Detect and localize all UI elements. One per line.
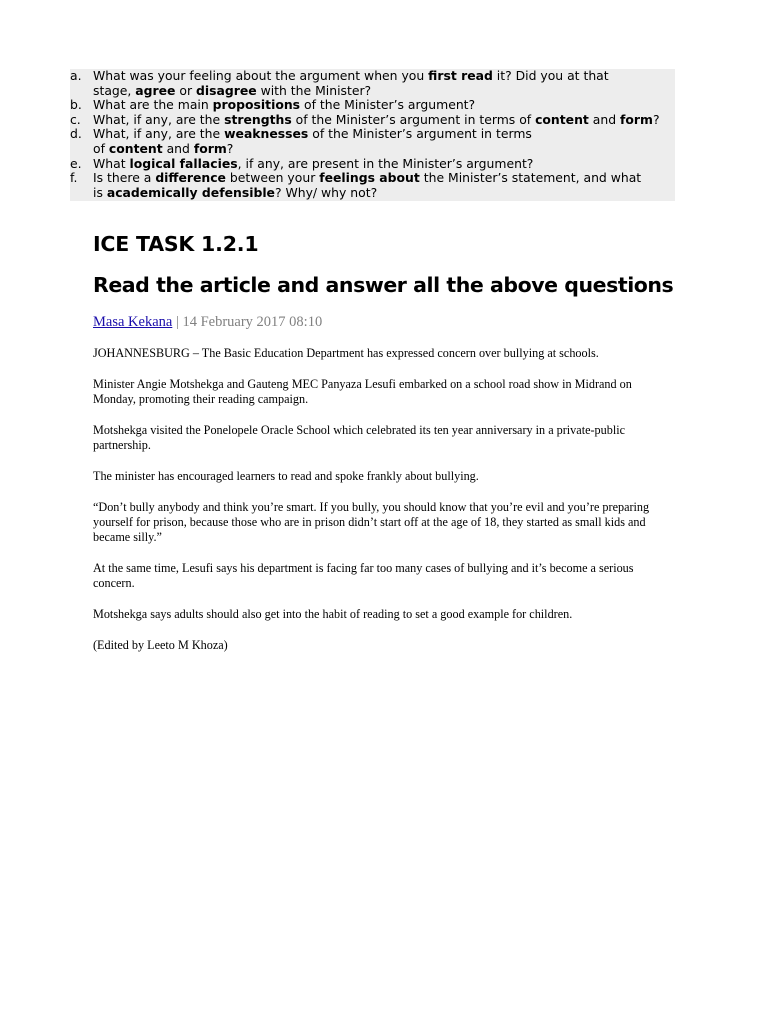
question-marker: f.: [70, 170, 78, 186]
question-segment: and: [162, 140, 194, 156]
question-keyword: form: [193, 140, 227, 156]
question-segment: ?: [226, 140, 234, 156]
question-segment: , if any, are present in the Minister’s argument?: [237, 155, 534, 171]
question-item: [70, 171, 675, 200]
question-marker: e.: [70, 155, 82, 171]
question-segment: the Minister’s statement, and what is: [93, 170, 642, 200]
question-text: [93, 157, 675, 172]
article-paragraph: JOHANNESBURG – The Basic Education Department has expressed concern over bullying at schools.: [93, 346, 599, 360]
question-item: [70, 69, 675, 98]
question-segment: What are the main: [93, 97, 213, 113]
question-marker: a.: [70, 68, 82, 83]
question-segment: or: [175, 82, 196, 98]
article-paragraph: The minister has encouraged learners to read and spoke frankly about bullying.: [93, 469, 479, 484]
question-segment: and: [588, 111, 621, 127]
question-keyword: form: [620, 111, 653, 127]
question-segment: it? Did you at that stage,: [93, 68, 609, 98]
question-segment: Is there a: [93, 170, 156, 186]
byline-separator: |: [172, 314, 183, 330]
article-date: 14 February 2017 08:10: [182, 314, 323, 330]
question-marker: d.: [70, 126, 82, 142]
question-keyword: propositions: [212, 97, 301, 113]
question-keyword: academically defensible: [106, 184, 275, 200]
question-text: [93, 113, 675, 128]
article-paragraph: Motshekga visited the Ponelopele Oracle School which celebrated its ten year anniversary in a private-public partnership.: [93, 423, 626, 452]
question-keyword: strengths: [224, 111, 292, 127]
question-item: [70, 113, 675, 128]
question-item: [70, 127, 675, 156]
question-segment: of the Minister’s argument?: [300, 97, 476, 113]
question-marker: c.: [70, 111, 81, 127]
question-segment: What was your feeling about the argument when you: [93, 68, 429, 83]
question-segment: with the Minister?: [256, 82, 372, 98]
question-list: [70, 69, 675, 201]
question-item: [70, 157, 675, 172]
article-byline: [93, 313, 322, 331]
question-text: [93, 69, 675, 98]
question-keyword: agree: [135, 82, 176, 98]
article-paragraph: Minister Angie Motshekga and Gauteng MEC Panyaza Lesufi embarked on a school road show in Midrand on Monday, promoting their reading campaign.: [93, 377, 632, 406]
article-paragraph: At the same time, Lesufi says his department is facing far too many cases of bullying and it’s become a serious concern.: [93, 561, 634, 590]
question-keyword: content: [535, 111, 589, 127]
article-paragraph: (Edited by Leeto M Khoza): [93, 638, 228, 653]
question-segment: of the Minister’s argument in terms of: [93, 126, 532, 156]
question-segment: of the Minister’s argument in terms of: [291, 111, 536, 127]
author-link[interactable]: Masa Kekana: [93, 314, 173, 330]
question-segment: What: [93, 155, 130, 171]
question-segment: What, if any, are the: [93, 111, 225, 127]
question-keyword: weaknesses: [224, 126, 309, 142]
question-keyword: disagree: [196, 82, 257, 98]
question-text: [93, 98, 675, 113]
instruction-heading: Read the article and answer all the above questions: [93, 273, 674, 297]
question-text: [93, 127, 675, 156]
question-keyword: first read: [428, 68, 493, 83]
question-keyword: feelings about: [319, 170, 420, 186]
article-paragraph: Motshekga says adults should also get into the habit of reading to set a good example for children.: [93, 607, 573, 622]
question-text: [93, 171, 675, 200]
question-segment: What, if any, are the: [93, 126, 225, 142]
question-segment: ? Why/ why not?: [274, 184, 378, 200]
task-heading: ICE TASK 1.2.1: [93, 232, 259, 256]
question-item: [70, 98, 675, 113]
question-segment: ?: [652, 111, 660, 127]
question-keyword: content: [108, 140, 163, 156]
question-keyword: difference: [155, 170, 226, 186]
question-keyword: logical fallacies: [129, 155, 238, 171]
article-paragraph: “Don’t bully anybody and think you’re smart. If you bully, you should know that you’re evil and you’re preparing yourself for prison, because those who are in prison didn’t start off at the age of 18, they started as small kids and became silly.”: [93, 500, 650, 544]
question-marker: b.: [70, 97, 82, 113]
question-segment: between your: [225, 170, 320, 186]
article-body: [93, 346, 673, 669]
